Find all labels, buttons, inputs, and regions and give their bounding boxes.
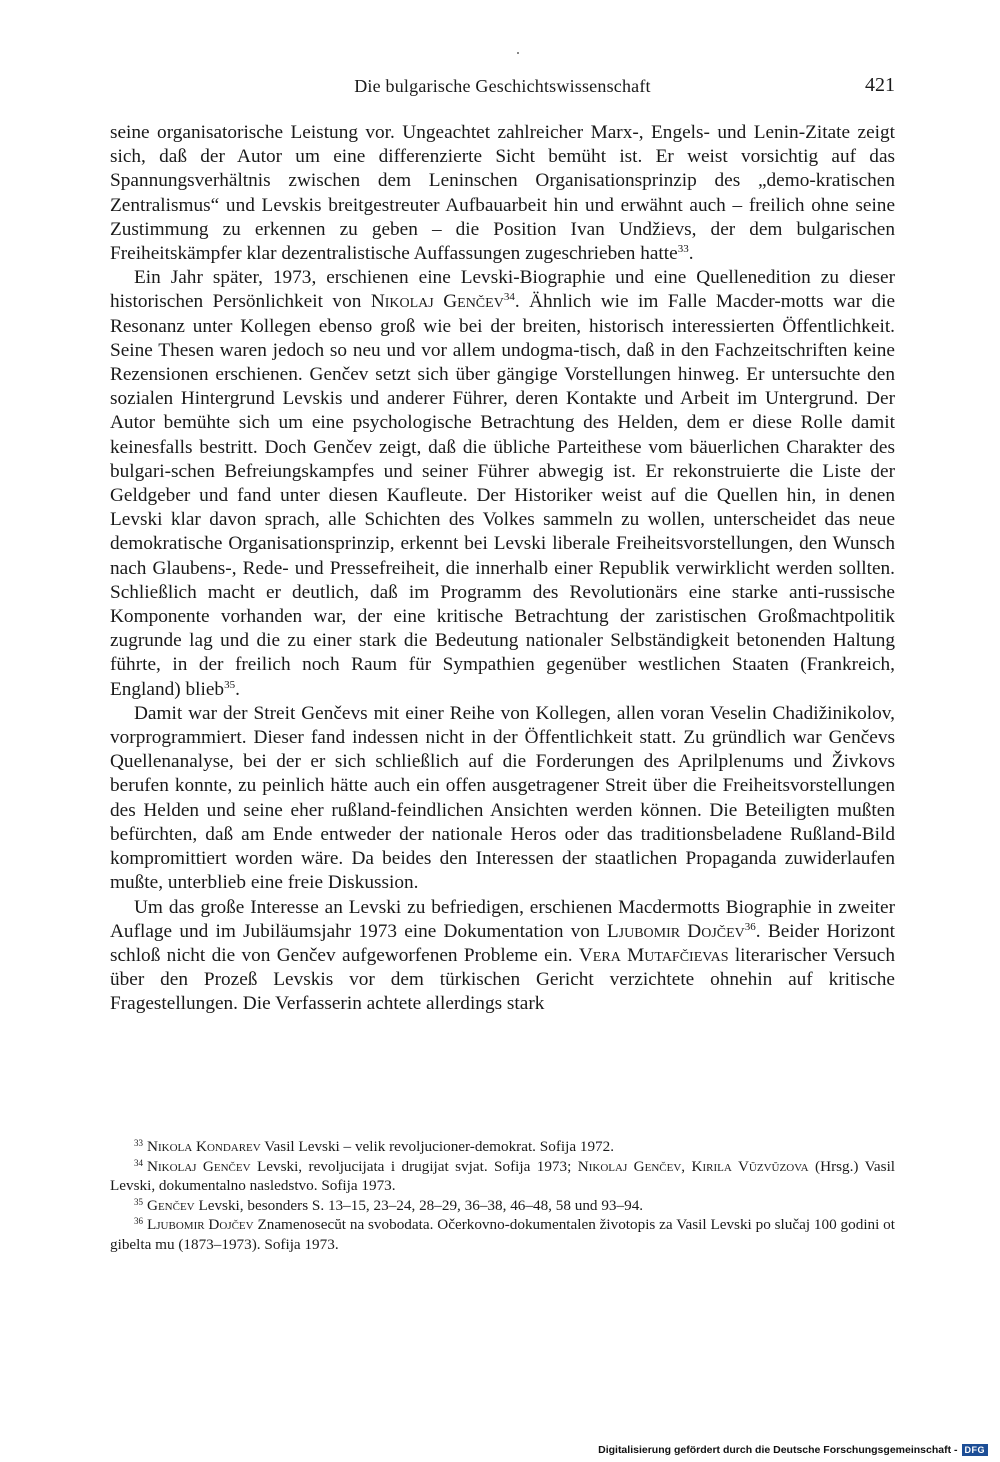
- footnote-number: 34: [134, 1157, 143, 1168]
- footnote-36: [110, 1215, 895, 1254]
- running-title: Die bulgarische Geschichtswissenschaft: [354, 76, 651, 96]
- page-number: 421: [865, 74, 895, 96]
- paragraph-3-text: Damit war der Streit Genčevs mit einer Reihe von Kollegen, allen voran Veselin Chadižinikolov, vorprogrammiert. Dieser fand indessen nicht in der Öffentlichkeit statt. Zu gründlich war Genčevs Quellenanalyse, bei der er sich schließlich auf die Forderungen des Aprilplenums und Živkovs berufen konnte, zu peinlich hätte auch ein offen ausgetragener Streit über die Freiheitsvorstellungen des Helden und seine eher rußland-feindlichen Ansichten werden können. Die Beteiligten mußten befürchten, daß am Ende entweder der nationale Heros oder das traditionsbeladene Rußland-Bild kompromittiert worden wäre. Da beides den Interessen der staatlichen Propaganda zuwiderlaufen mußte, unterblieb eine freie Diskussion.: [110, 702, 895, 894]
- footnote-ref-34: 34: [503, 291, 515, 304]
- paragraph-2: [110, 266, 895, 702]
- footnote-author: Nikola Kondarev: [147, 1138, 261, 1155]
- footnote-text: Znamenosecŭt na svobodata. Očerkovno-dokumentalen životopis za Vasil Levski po slučaj 100 godini ot gibelta mu (1873–1973). Sofija 1973.: [110, 1216, 896, 1253]
- footnote-text: Levski, besonders S. 13–15, 23–24, 28–29, 36–38, 46–48, 58 und 93–94.: [194, 1196, 644, 1214]
- footnote-33: [110, 1137, 895, 1157]
- running-header: [110, 76, 895, 102]
- paragraph-3: [110, 702, 895, 896]
- footnote-number: 35: [134, 1196, 143, 1207]
- author-name-gencev: Nikolaj Genčev: [370, 291, 504, 313]
- footnotes: [110, 1137, 895, 1255]
- footnote-ref-35: 35: [224, 678, 236, 691]
- paragraph-2-text-a: Ein Jahr später, 1973, erschienen eine Levski-Biographie und eine Quellenedition zu dieser historischen Persönlichkeit von: [110, 267, 895, 313]
- footnote-author: Genčev: [147, 1196, 195, 1214]
- author-name-dojcev: Ljubomir Dojčev: [606, 920, 745, 942]
- scan-mark: [517, 52, 519, 54]
- footnote-34: [110, 1157, 895, 1196]
- footnote-text: Levski, revoljucijata i drugijat svjat. Sofija 1973;: [250, 1157, 578, 1175]
- footnote-text-2: (Hrsg.) Vasil Levski, dokumentalno nasledstvo. Sofija 1973.: [110, 1157, 896, 1195]
- paragraph-1-text: seine organisatorische Leistung vor. Ungeachtet zahlreicher Marx-, Engels- und Lenin-Zitate zeigt sich, daß der Autor um eine differenzierte Sicht bemüht ist. Er weist vorsichtig auf das Spannungsverhältnis zwischen dem Leninschen Organisationsprinzip des „demo-kratischen Zentralismus“ und Levskis breitgestreuter Aufbauarbeit hin und erwähnt auch – freilich ohne seine Zustimmung zu erkennen zu geben – die Position Ivan Undžievs, der dem bulgarischen Freiheitskämpfer klar dezentralistische Auffassungen zugeschrieben hatte: [110, 122, 895, 265]
- paragraph-1: [110, 121, 895, 266]
- paragraph-2-text-b: . Ähnlich wie im Falle Macder-motts war die Resonanz unter Kollegen ebenso groß wie bei der breiten, historisch interessierten Öffentlichkeit. Seine Thesen waren jedoch so neu und vor allem undogma-tisch, daß in den Fachzeitschriften keine Rezensionen erschienen. Genčev setzt sich über gängige Vorstellungen hinweg. Er untersuchte den sozialen Hintergrund Levskis und anderer Führer, deren Kontakte und Arbeit im Untergrund. Der Autor bemühte sich um eine psychologische Betrachtung des Helden, dem er diese Rolle damit keinesfalls bestritt. Doch Genčev zeigt, daß die übliche Parteithese vom bäuerlichen Charakter des bulgari-schen Befreiungskampfes und seiner Führer abwegig ist. Er rekonstruierte die Liste der Geldgeber und fand unter diesen Kaufleute. Der Historiker weist auf die Quellen hin, in denen Levski klar davon sprach, alle Schichten des Volkes sammeln zu wollen, unterscheidet das neue demokratische Organisationsprinzip, erkennt bei Levski liberale Freiheitsvorstellungen, den Wunsch nach Glaubens-, Rede- und Pressefreiheit, die innerhalb einer Republik verwirklicht werden sollten. Schließlich macht er deutlich, daß im Programm des Revolutionärs eine starke anti-russische Komponente vorhanden war, der eine kritische Betrachtung der zaristischen Großmachtpolitik zugrunde lag und die zu einer stark die Bedeutung nationaler Selbständigkeit betonenden Haltung führte, in der freilich noch Raum für Sympathien gegenüber westlichen Staaten (Frankreich, England) blieb: [110, 291, 896, 700]
- footnote-author: Nikolaj Genčev: [147, 1157, 251, 1175]
- footnote-ref-33: 33: [677, 243, 689, 256]
- paragraph-4-text-c: literarischer Versuch über den Prozeß Levskis vor dem türkischen Gericht verzichtete ohnehin auf kritische Fragestellungen. Die Verfasserin achtete allerdings stark: [110, 944, 895, 1015]
- footnote-ref-36: 36: [744, 920, 756, 933]
- footnote-number: 33: [134, 1138, 143, 1148]
- digitization-footer: [598, 1444, 988, 1456]
- footnote-author-2: Nikolaj Genčev, Kirila Vŭzvŭzova: [577, 1157, 809, 1175]
- paragraph-1-end: .: [688, 243, 694, 265]
- paragraph-4: [110, 896, 895, 1017]
- dfg-logo-icon: DFG: [962, 1444, 989, 1456]
- footnote-35: [110, 1196, 895, 1216]
- paragraph-4-text-a: Um das große Interesse an Levski zu befriedigen, erschienen Macdermotts Biographie in zweiter Auflage und im Jubiläumsjahr 1973 eine Dokumentation von: [110, 896, 895, 942]
- footnote-text: Vasil Levski – velik revoljucioner-demokrat. Sofija 1972.: [260, 1138, 615, 1155]
- main-text: [110, 121, 895, 1017]
- footer-text: Digitalisierung gefördert durch die Deutsche Forschungsgemeinschaft -: [598, 1444, 958, 1456]
- paragraph-2-end: .: [235, 678, 240, 700]
- paragraph-4-text-b: . Beider Horizont schloß nicht die von Genčev aufgeworfenen Probleme ein.: [110, 920, 895, 966]
- footnote-author: Ljubomir Dojčev: [147, 1216, 254, 1234]
- author-name-mutafcieva: Vera Mutafčievas: [578, 944, 729, 966]
- footnote-number: 36: [134, 1216, 143, 1227]
